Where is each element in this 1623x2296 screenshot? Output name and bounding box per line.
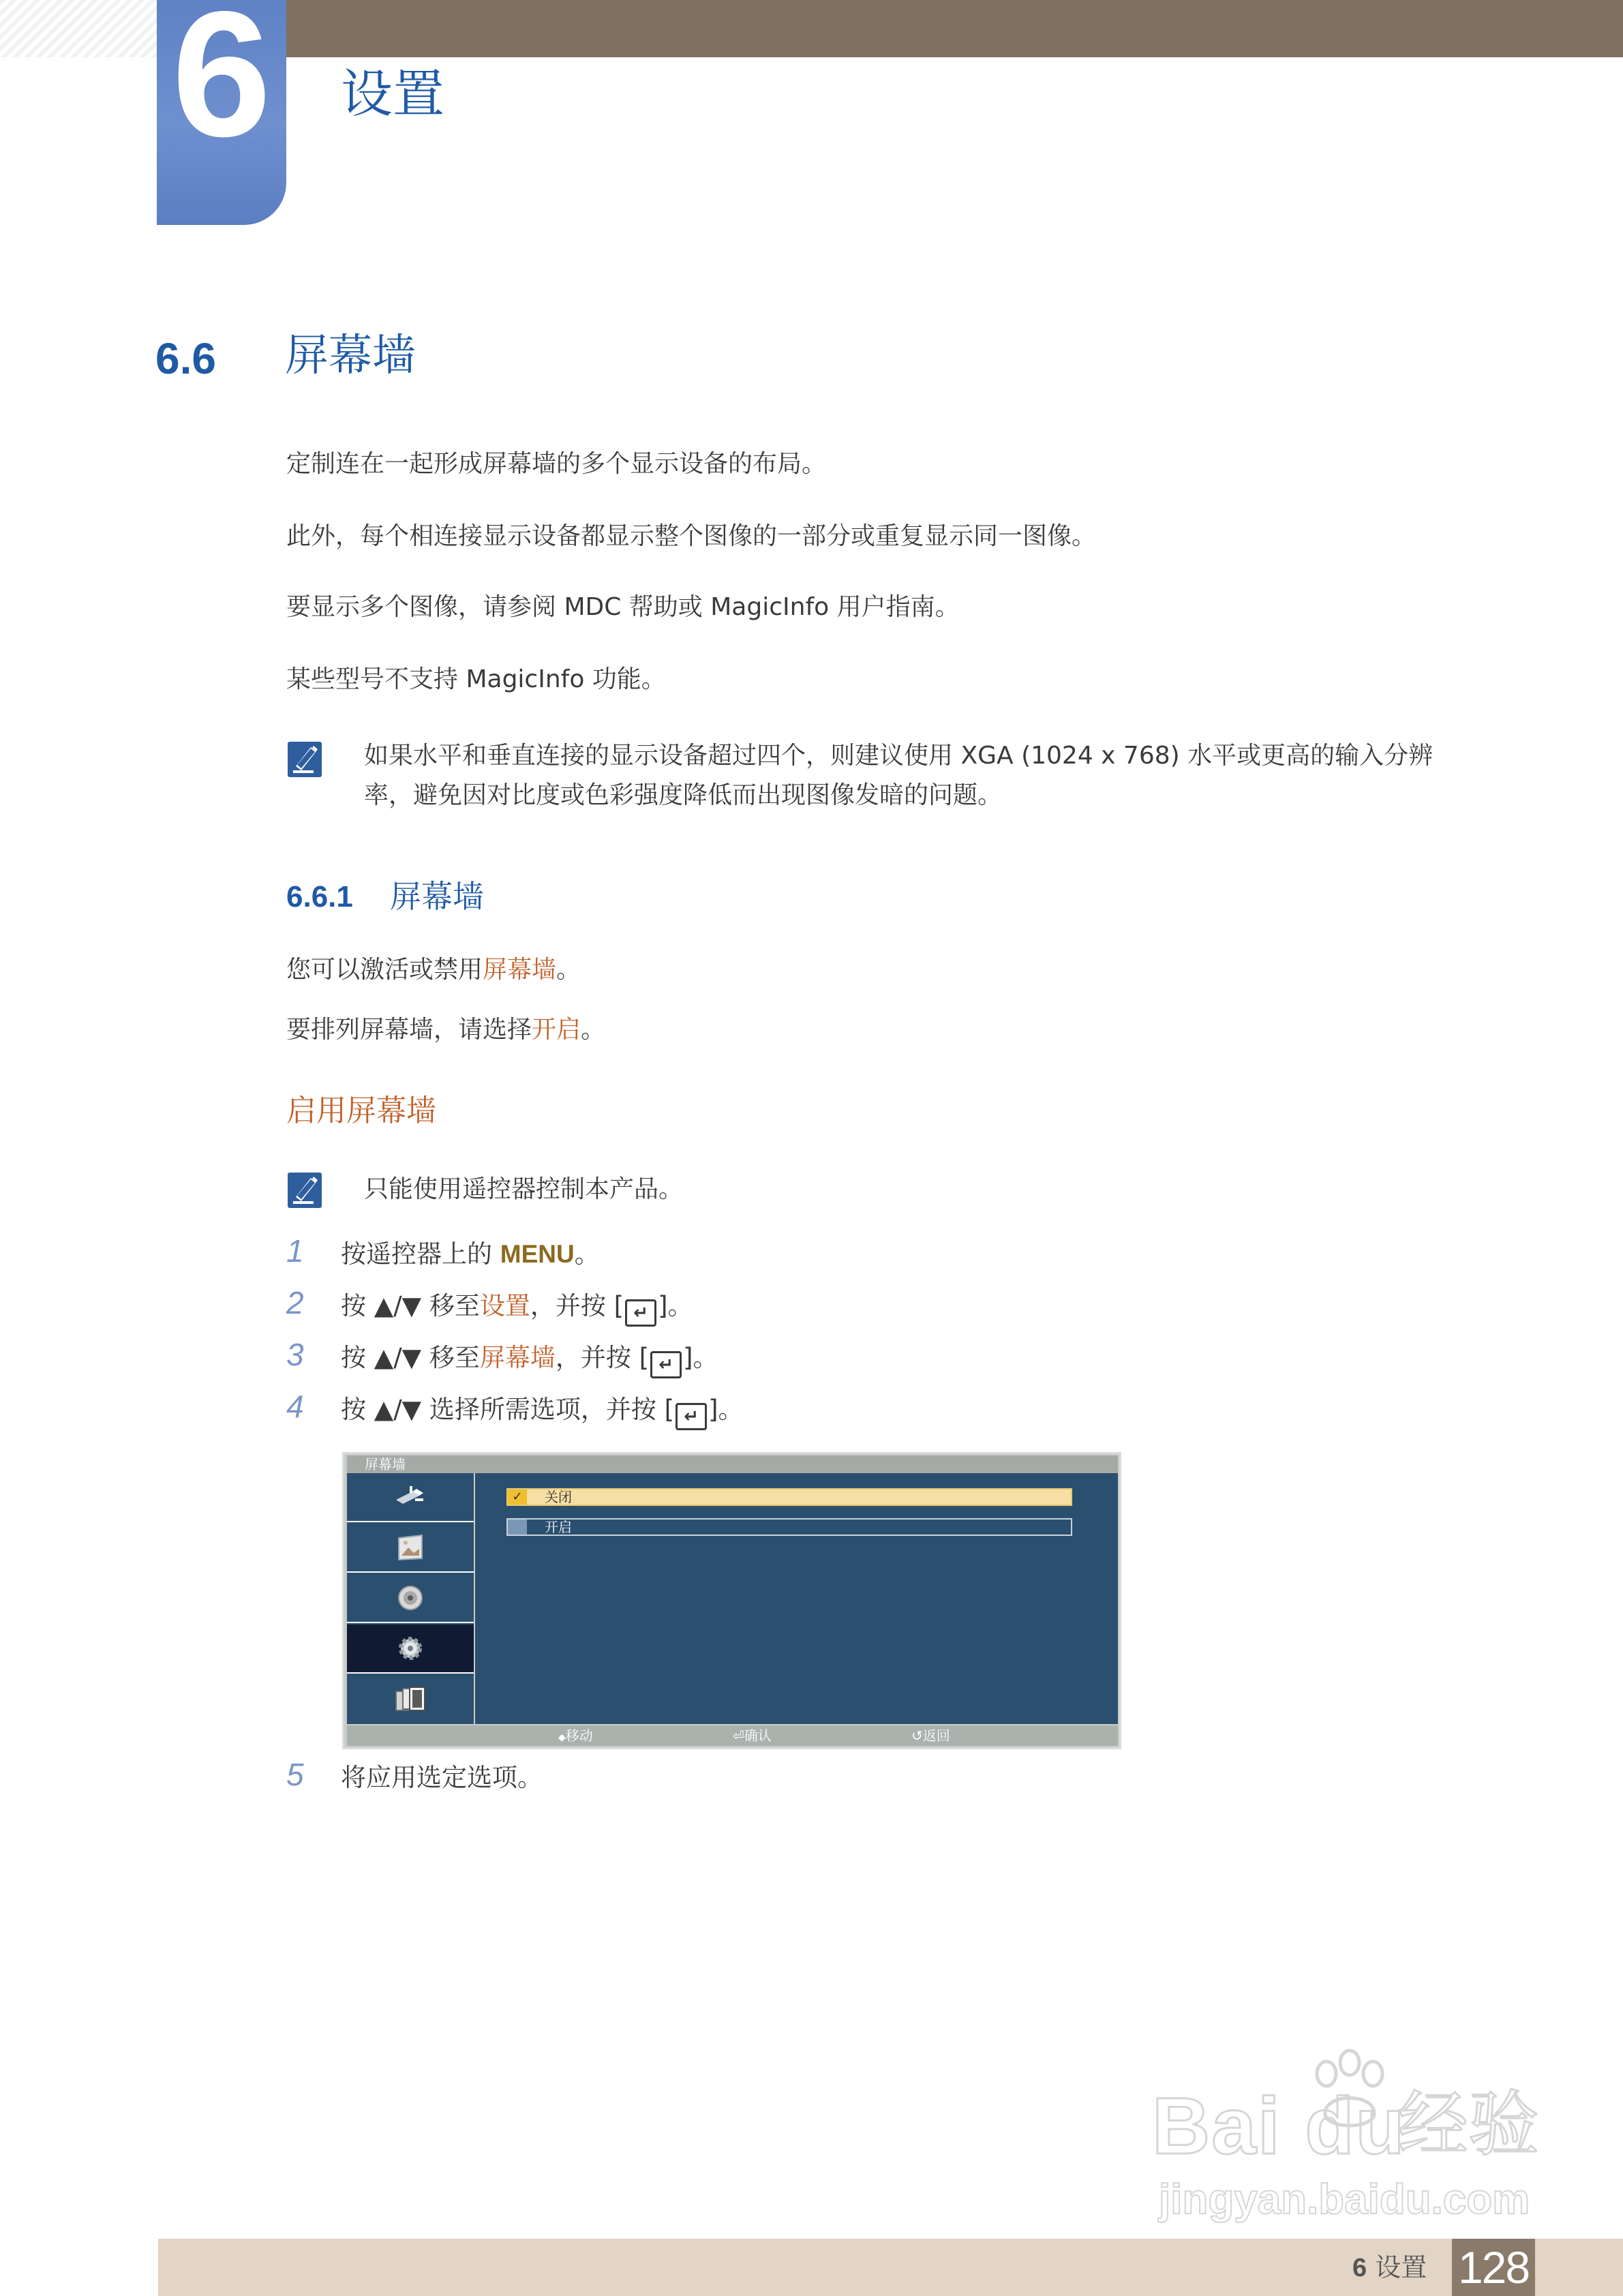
osd-menu-sound[interactable] (347, 1574, 474, 1623)
osd-menu-multiscreen[interactable] (347, 1675, 474, 1724)
header-bar (286, 0, 1623, 57)
text: ]。 (658, 1291, 693, 1320)
paragraph: 要显示多个图像，请参阅 MDC 帮助或 MagicInfo 用户指南。 (286, 593, 960, 621)
step-number: 1 (286, 1233, 304, 1269)
highlight-term: 屏幕墙 (483, 956, 557, 984)
enter-icon: ⏎ (733, 1727, 744, 1744)
setup-icon (392, 1633, 429, 1663)
highlight-term: 设置 (479, 1291, 530, 1320)
note-icon (286, 1171, 324, 1209)
note-text: 只能使用遥控器控制本产品。 (364, 1175, 684, 1203)
picture-icon (392, 1532, 429, 1562)
step-number: 5 (286, 1757, 304, 1792)
subsection-title: 屏幕墙 (390, 878, 484, 915)
text: 按 ▲/▼ 选择所需选项，并按 [ (341, 1395, 675, 1424)
osd-title-bar (347, 1455, 1118, 1473)
highlight-term: 开启 (532, 1016, 581, 1044)
osd-footer-return (911, 1725, 950, 1746)
note-text-line: 率，避免因对比度或色彩强度降低而出现图像发暗的问题。 (364, 781, 1003, 809)
text: 要排列屏幕墙，请选择 (286, 1016, 532, 1044)
text: ]。 (708, 1395, 744, 1424)
text: ，并按 [ (555, 1343, 650, 1372)
enter-key-icon: ↵ (625, 1299, 656, 1327)
menu-keyword: MENU (500, 1240, 575, 1268)
step-number: 4 (286, 1389, 304, 1424)
osd-footer-move (558, 1725, 593, 1748)
osd-title: 屏幕墙 (365, 1456, 406, 1472)
option-label: 开启 (545, 1519, 572, 1535)
step-text (341, 1342, 718, 1378)
option-marker (508, 1520, 527, 1535)
procedure-heading: 启用屏幕墙 (286, 1093, 436, 1128)
input-icon (392, 1482, 429, 1512)
text: 按 ▲/▼ 移至 (341, 1291, 480, 1320)
footer-chapter-title: 设置 (1375, 2252, 1427, 2282)
sound-icon (392, 1583, 429, 1613)
highlight-term: 屏幕墙 (479, 1343, 556, 1372)
text: 。 (574, 1239, 600, 1269)
text: 移动 (565, 1727, 593, 1744)
note-icon (286, 740, 324, 779)
osd-menu-input[interactable] (347, 1473, 474, 1522)
checkmark-icon: ✓ (508, 1490, 527, 1505)
step-text: 将应用选定选项。 (341, 1763, 543, 1792)
osd-sidebar (347, 1473, 474, 1724)
text: 按遥控器上的 (341, 1239, 500, 1269)
chapter-title: 设置 (341, 63, 444, 124)
osd-menu-picture[interactable] (347, 1524, 474, 1573)
chapter-number: 6 (172, 0, 271, 174)
option-label: 关闭 (545, 1489, 572, 1505)
osd-main-panel (475, 1473, 1118, 1724)
osd-option-off[interactable] (506, 1488, 1072, 1506)
multi-screen-icon (392, 1685, 429, 1715)
text: 您可以激活或禁用 (286, 956, 483, 984)
osd-screenshot (342, 1452, 1121, 1749)
paragraph: 此外，每个相连接显示设备都显示整个图像的一部分或重复显示同一图像。 (286, 522, 1097, 550)
step-text (341, 1290, 693, 1327)
page-number: 128 (1457, 2242, 1530, 2293)
paragraph (286, 1014, 605, 1046)
step-number: 2 (286, 1285, 304, 1320)
osd-menu-setup[interactable] (347, 1625, 474, 1674)
step-text (341, 1238, 600, 1271)
text: ]。 (683, 1343, 718, 1372)
osd-footer-enter (733, 1725, 772, 1746)
step-number: 3 (286, 1337, 304, 1372)
paragraph: 定制连在一起形成屏幕墙的多个显示设备的布局。 (286, 450, 827, 478)
return-icon: ↺ (911, 1727, 923, 1744)
step-text (341, 1393, 744, 1430)
subsection-number: 6.6.1 (286, 880, 353, 913)
text: 确认 (744, 1727, 772, 1744)
watermark-brand: Bai du (1152, 2081, 1406, 2171)
watermark-url: jingyan.baidu.com (1159, 2176, 1530, 2223)
text: 按 ▲/▼ 移至 (341, 1343, 480, 1372)
header-stripe-decoration (0, 0, 157, 57)
note-text-line: 如果水平和垂直连接的显示设备超过四个，则建议使用 XGA (1024 x 768) 水平或更高的输入分辨 (364, 742, 1434, 770)
enter-key-icon: ↵ (676, 1403, 707, 1430)
osd-footer (347, 1725, 1118, 1746)
paragraph: 某些型号不支持 MagicInfo 功能。 (286, 665, 666, 693)
osd-option-on[interactable] (506, 1518, 1072, 1536)
enter-key-icon: ↵ (650, 1351, 682, 1378)
section-title: 屏幕墙 (285, 331, 416, 381)
text: 。 (556, 956, 581, 984)
text: 。 (581, 1016, 606, 1044)
section-number: 6.6 (155, 334, 216, 383)
up-down-icon: ◆ (558, 1732, 566, 1743)
paragraph (286, 954, 581, 986)
footer-chapter-label (1352, 2248, 1427, 2287)
text: ，并按 [ (530, 1291, 624, 1320)
watermark-product: 经验 (1397, 2083, 1540, 2166)
text: 返回 (922, 1727, 950, 1744)
footer-chapter-number: 6 (1352, 2254, 1367, 2282)
